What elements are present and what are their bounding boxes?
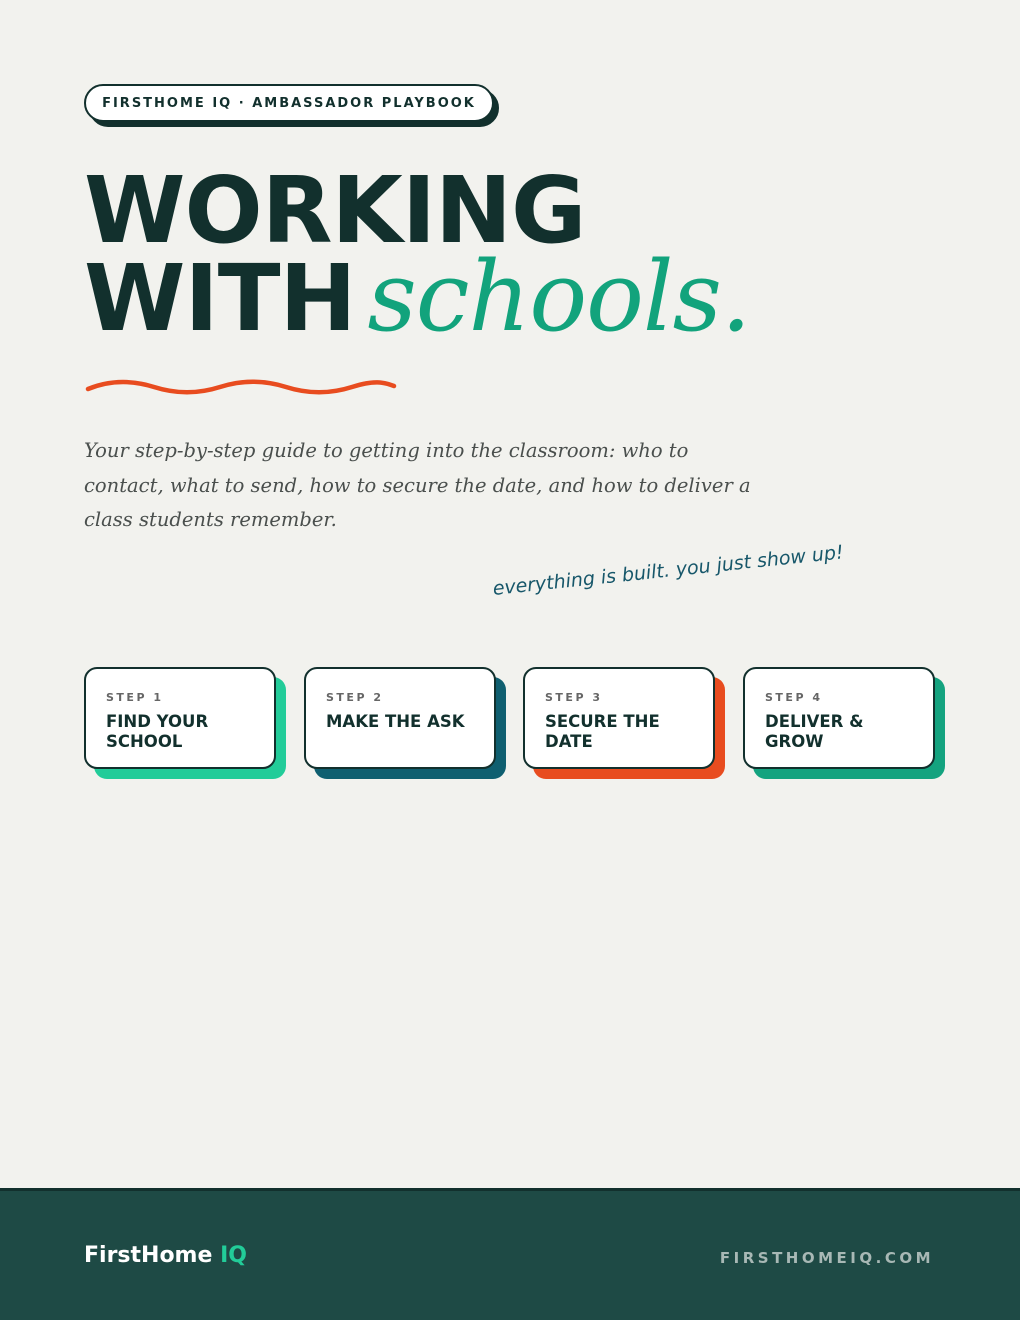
step-number: STEP 1 [106,691,164,704]
step-number: STEP 3 [545,691,603,704]
step-card-face [304,667,496,769]
badge-label: FIRSTHOME IQ · AMBASSADOR PLAYBOOK [84,84,494,122]
step-title: DELIVER & GROW [765,712,864,751]
title-line-1: WORKING [84,157,586,264]
brand-wordmark-accent: IQ [220,1243,247,1268]
intro-paragraph: Your step-by-step guide to getting into the classroom: who to contact, what to send, how to secure the date, and how to deliver a class students remember. [84,439,751,531]
title-word-with: WITH [84,245,356,352]
step-card-3 [523,667,715,771]
step-card-4 [743,667,935,771]
step-card-face [84,667,276,769]
step-number: STEP 4 [765,691,823,704]
step-number: STEP 2 [326,691,384,704]
step-card-face [523,667,715,769]
footer-website: FIRSTHOMEIQ.COM [719,1249,934,1267]
page-footer [0,1188,1020,1320]
step-card-1 [84,667,276,771]
step-title: MAKE THE ASK [326,712,465,731]
title-line-2 [84,241,751,353]
wavy-underline [84,376,400,400]
title-accent-schools: schools. [367,241,751,353]
page-title [84,157,751,353]
playbook-badge [84,84,494,122]
step-card-face [743,667,935,769]
handwritten-tagline: everything is built. you just show up! [491,541,845,600]
footer-brand-logo [84,1243,247,1268]
step-title: FIND YOUR SCHOOL [106,712,209,751]
step-title: SECURE THE DATE [545,712,660,751]
brand-wordmark: FirstHome [84,1243,213,1268]
step-card-2 [304,667,496,771]
